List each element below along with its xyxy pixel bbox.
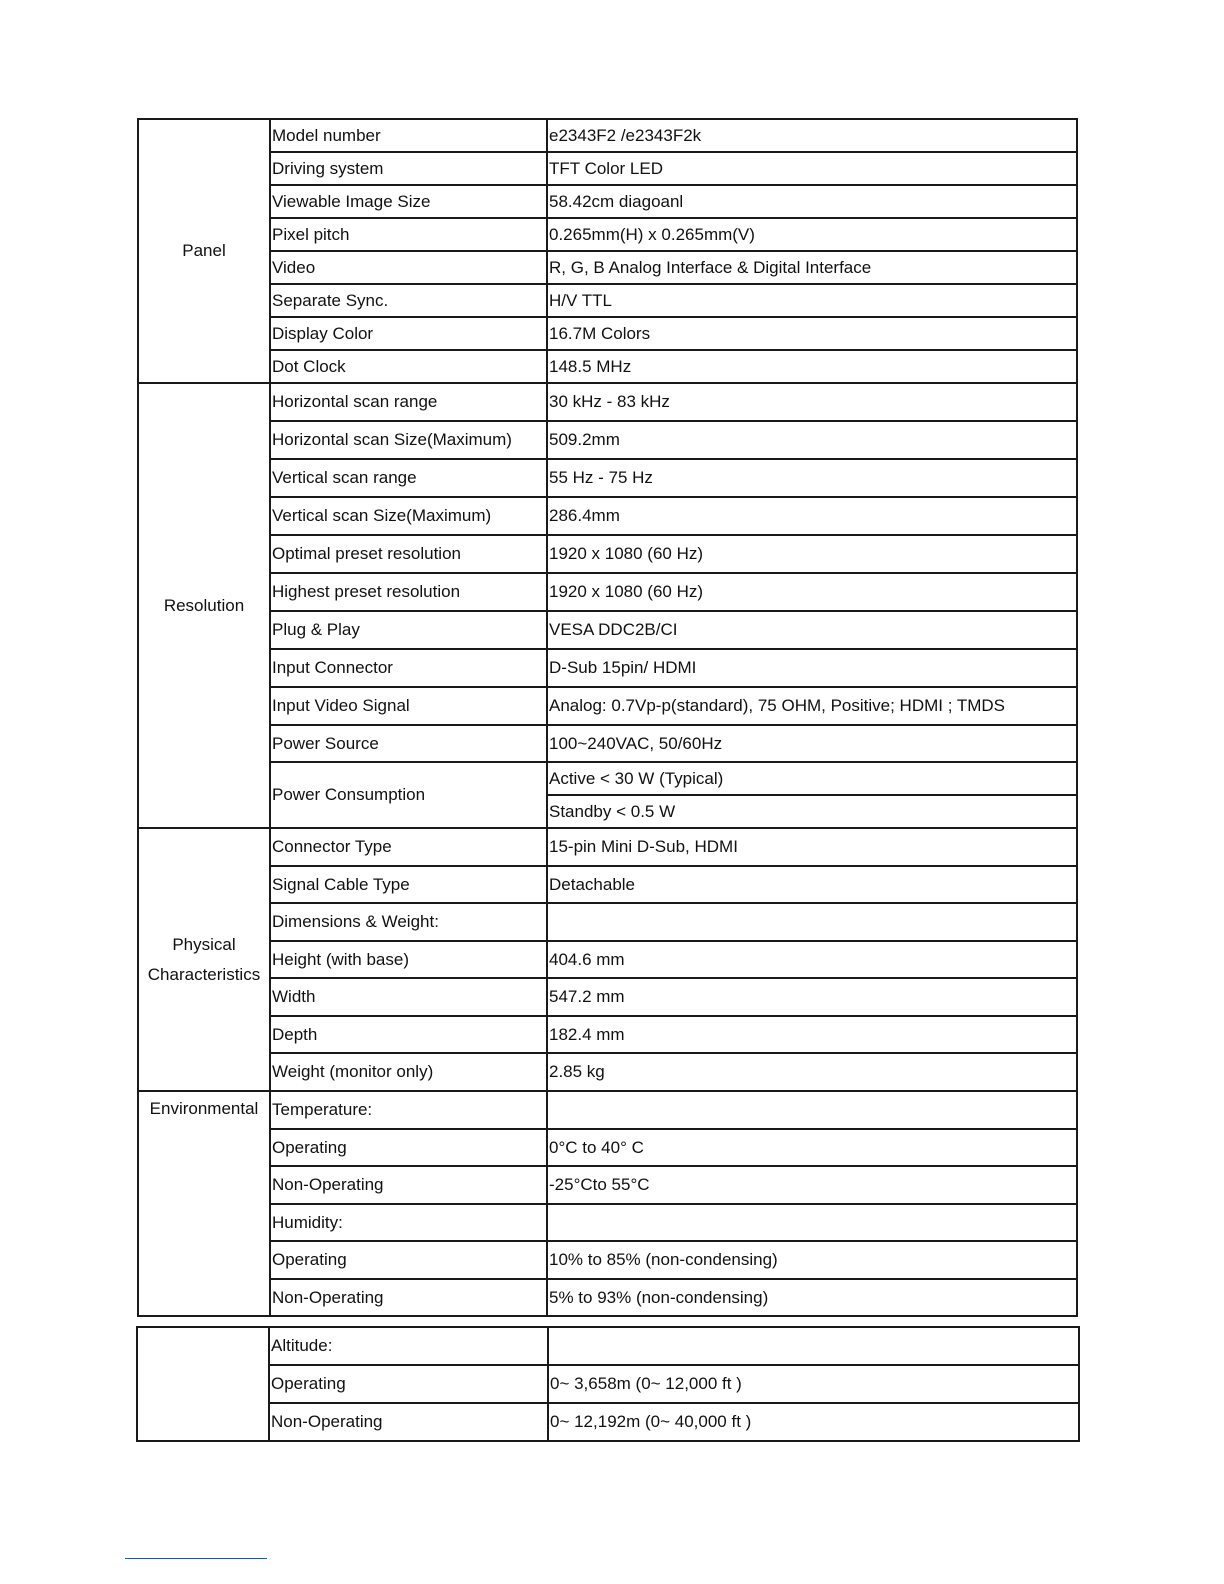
spec-label: Input Connector bbox=[270, 649, 547, 687]
table-row bbox=[138, 903, 1077, 941]
spec-value: Standby < 0.5 W bbox=[547, 795, 1077, 828]
table-row bbox=[138, 611, 1077, 649]
table-row bbox=[138, 1091, 1077, 1129]
spec-value: 547.2 mm bbox=[547, 978, 1077, 1016]
spec-value: 5% to 93% (non-condensing) bbox=[547, 1279, 1077, 1316]
table-row bbox=[138, 762, 1077, 795]
table-row bbox=[138, 350, 1077, 383]
spec-label: Display Color bbox=[270, 317, 547, 350]
footnote-rule bbox=[125, 1558, 267, 1559]
spec-label: Operating bbox=[270, 1129, 547, 1166]
table-row bbox=[138, 152, 1077, 185]
table-row bbox=[138, 1016, 1077, 1053]
spec-table bbox=[137, 118, 1078, 1317]
spec-value: 0~ 12,192m (0~ 40,000 ft ) bbox=[548, 1403, 1079, 1441]
spec-value: 15-pin Mini D-Sub, HDMI bbox=[547, 828, 1077, 866]
spec-label: Pixel pitch bbox=[270, 218, 547, 251]
section-physical bbox=[138, 828, 270, 1091]
spec-value bbox=[547, 1204, 1077, 1241]
table-row bbox=[138, 185, 1077, 218]
spec-value: H/V TTL bbox=[547, 284, 1077, 317]
spec-value: e2343F2 /e2343F2k bbox=[547, 119, 1077, 152]
spec-value bbox=[547, 1091, 1077, 1129]
table-row bbox=[138, 284, 1077, 317]
table-row bbox=[138, 383, 1077, 421]
table-row bbox=[138, 1204, 1077, 1241]
spec-value: TFT Color LED bbox=[547, 152, 1077, 185]
table-row bbox=[138, 573, 1077, 611]
spec-label: Driving system bbox=[270, 152, 547, 185]
table-row bbox=[138, 1241, 1077, 1279]
table-row bbox=[138, 218, 1077, 251]
spec-value: 1920 x 1080 (60 Hz) bbox=[547, 535, 1077, 573]
table-row bbox=[138, 317, 1077, 350]
table-row bbox=[137, 1327, 1079, 1365]
table-row bbox=[138, 535, 1077, 573]
spec-value: 286.4mm bbox=[547, 497, 1077, 535]
spec-label: Horizontal scan range bbox=[270, 383, 547, 421]
table-row bbox=[138, 1053, 1077, 1091]
spec-label: Dot Clock bbox=[270, 350, 547, 383]
table-row bbox=[138, 1279, 1077, 1316]
spec-label: Non-Operating bbox=[270, 1166, 547, 1204]
spec-label: Model number bbox=[270, 119, 547, 152]
spec-label: Non-Operating bbox=[269, 1403, 548, 1441]
spec-label: Non-Operating bbox=[270, 1279, 547, 1316]
spec-label: Power Source bbox=[270, 725, 547, 762]
spec-label: Power Consumption bbox=[270, 762, 547, 828]
spec-value: R, G, B Analog Interface & Digital Interface bbox=[547, 251, 1077, 284]
spec-value: 30 kHz - 83 kHz bbox=[547, 383, 1077, 421]
spec-label: Vertical scan Size(Maximum) bbox=[270, 497, 547, 535]
table-row bbox=[138, 941, 1077, 978]
section-environmental: Environmental bbox=[138, 1091, 270, 1316]
spec-value: 0~ 3,658m (0~ 12,000 ft ) bbox=[548, 1365, 1079, 1403]
spec-label: Operating bbox=[269, 1365, 548, 1403]
table-row bbox=[138, 421, 1077, 459]
spec-value: Detachable bbox=[547, 866, 1077, 903]
spec-value: 148.5 MHz bbox=[547, 350, 1077, 383]
table-row bbox=[137, 1365, 1079, 1403]
table-row bbox=[138, 978, 1077, 1016]
spec-value bbox=[547, 903, 1077, 941]
spec-value: 2.85 kg bbox=[547, 1053, 1077, 1091]
spec-value bbox=[548, 1327, 1079, 1365]
spec-label: Height (with base) bbox=[270, 941, 547, 978]
spec-label: Humidity: bbox=[270, 1204, 547, 1241]
spec-label: Width bbox=[270, 978, 547, 1016]
spec-label: Optimal preset resolution bbox=[270, 535, 547, 573]
table-row bbox=[138, 649, 1077, 687]
spec-value: Analog: 0.7Vp-p(standard), 75 OHM, Positive; HDMI ; TMDS bbox=[547, 687, 1077, 725]
spec-label: Viewable Image Size bbox=[270, 185, 547, 218]
spec-value: Active < 30 W (Typical) bbox=[547, 762, 1077, 795]
spec-label: Connector Type bbox=[270, 828, 547, 866]
spec-value: 58.42cm diagoanl bbox=[547, 185, 1077, 218]
spec-value: -25°Cto 55°C bbox=[547, 1166, 1077, 1204]
spec-value: 0°C to 40° C bbox=[547, 1129, 1077, 1166]
table-row bbox=[138, 119, 1077, 152]
section-physical-line1: Physical bbox=[172, 934, 236, 954]
spec-label: Vertical scan range bbox=[270, 459, 547, 497]
spec-value: 0.265mm(H) x 0.265mm(V) bbox=[547, 218, 1077, 251]
table-row bbox=[138, 459, 1077, 497]
spec-value: 1920 x 1080 (60 Hz) bbox=[547, 573, 1077, 611]
table-row bbox=[138, 1166, 1077, 1204]
table-row bbox=[138, 497, 1077, 535]
section-resolution: Resolution bbox=[138, 383, 270, 828]
spec-label: Highest preset resolution bbox=[270, 573, 547, 611]
table-row bbox=[137, 1403, 1079, 1441]
spec-label: Signal Cable Type bbox=[270, 866, 547, 903]
spec-label: Video bbox=[270, 251, 547, 284]
spec-label: Horizontal scan Size(Maximum) bbox=[270, 421, 547, 459]
spec-value: 16.7M Colors bbox=[547, 317, 1077, 350]
spec-value: 182.4 mm bbox=[547, 1016, 1077, 1053]
table-row bbox=[138, 866, 1077, 903]
table-row bbox=[138, 687, 1077, 725]
spec-value: 509.2mm bbox=[547, 421, 1077, 459]
spec-label: Altitude: bbox=[269, 1327, 548, 1365]
spec-value: VESA DDC2B/CI bbox=[547, 611, 1077, 649]
section-physical-line2: Characteristics bbox=[147, 964, 261, 984]
spec-label: Separate Sync. bbox=[270, 284, 547, 317]
table-row bbox=[138, 725, 1077, 762]
spec-label: Plug & Play bbox=[270, 611, 547, 649]
spec-value: 404.6 mm bbox=[547, 941, 1077, 978]
spec-value: 100~240VAC, 50/60Hz bbox=[547, 725, 1077, 762]
table-row bbox=[138, 251, 1077, 284]
spec-value: D-Sub 15pin/ HDMI bbox=[547, 649, 1077, 687]
table-row bbox=[138, 828, 1077, 866]
spec-label: Temperature: bbox=[270, 1091, 547, 1129]
spec-table-continued bbox=[136, 1326, 1080, 1442]
table-row bbox=[138, 1129, 1077, 1166]
spec-label: Depth bbox=[270, 1016, 547, 1053]
section-blank bbox=[137, 1327, 269, 1441]
spec-value: 10% to 85% (non-condensing) bbox=[547, 1241, 1077, 1279]
section-panel: Panel bbox=[138, 119, 270, 383]
spec-label: Weight (monitor only) bbox=[270, 1053, 547, 1091]
spec-value: 55 Hz - 75 Hz bbox=[547, 459, 1077, 497]
spec-label: Dimensions & Weight: bbox=[270, 903, 547, 941]
spec-label: Input Video Signal bbox=[270, 687, 547, 725]
spec-label: Operating bbox=[270, 1241, 547, 1279]
